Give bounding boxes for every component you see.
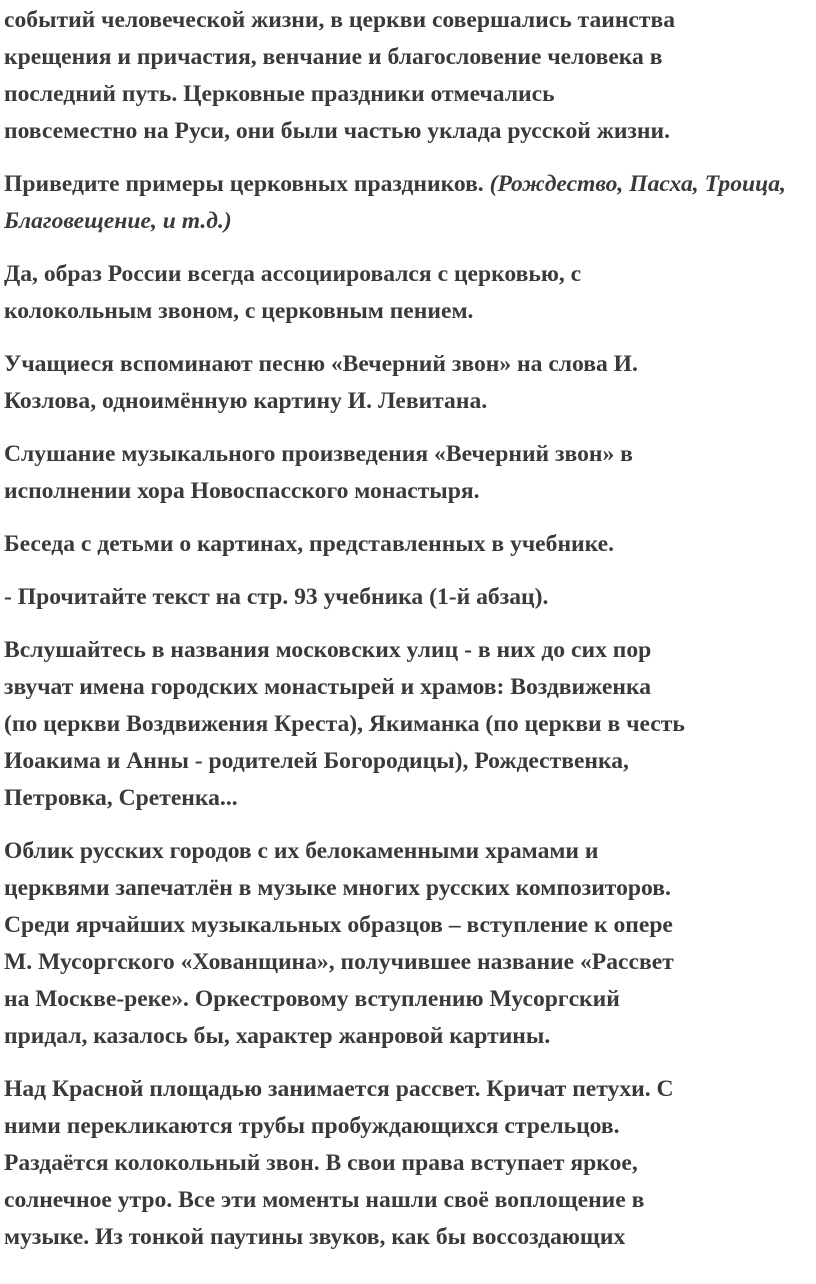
text-line: Беседа с детьми о картинах, представленных в учебнике. <box>4 531 615 557</box>
holidays-answer: (Рождество, Пасха, Троица, Благовещение, и т.д.) <box>4 171 786 234</box>
text-line: повсеместно на Руси, они были частью уклада русской жизни. <box>4 118 671 144</box>
text-line: Да, образ России всегда ассоциировался с церковью, с <box>4 261 582 287</box>
text-line: Слушание музыкального произведения «Вечерний звон» в <box>4 441 633 467</box>
text-line: придал, казалось бы, характер жанровой картины. <box>4 1023 551 1049</box>
text-line: Вслушайтесь в названия московских улиц - в них до сих пор <box>4 637 652 663</box>
paragraph-song-recall <box>4 346 812 420</box>
text-line: Раздаётся колокольный звон. В свои права вступает яркое, <box>4 1150 638 1176</box>
paragraph-conversation <box>4 526 812 563</box>
paragraph-russian-cities <box>4 833 812 1055</box>
text-line: звучат имена городских монастырей и храмов: Воздвиженка <box>4 674 652 700</box>
text-line: последний путь. Церковные праздники отмечались <box>4 81 555 107</box>
question-text: Приведите примеры церковных праздников. <box>4 171 490 197</box>
paragraph-read-task <box>4 579 812 616</box>
text-line: М. Мусоргского «Хованщина», получившее название «Рассвет <box>4 949 674 975</box>
paragraph-moscow-streets <box>4 632 812 817</box>
text-line: крещения и причастия, венчание и благословение человека в <box>4 44 663 70</box>
text-line: - Прочитайте текст на стр. 93 учебника (1-й абзац). <box>4 584 549 610</box>
text-line: Над Красной площадью занимается рассвет. Кричат петухи. С <box>4 1076 674 1102</box>
text-line: (по церкви Воздвижения Креста), Якиманка (по церкви в честь <box>4 711 685 737</box>
text-line: церквями запечатлён в музыке многих русских композиторов. <box>4 875 671 901</box>
text-line: исполнении хора Новоспасского монастыря. <box>4 478 480 504</box>
text-line: Облик русских городов с их белокаменными храмами и <box>4 838 599 864</box>
paragraph-listening <box>4 436 812 510</box>
text-line: солнечное утро. Все эти моменты нашли своё воплощение в <box>4 1187 645 1213</box>
text-line: Иоакима и Анны - родителей Богородицы), Рождественка, <box>4 748 629 774</box>
paragraph-russia-image <box>4 256 812 330</box>
text-line: Петровка, Сретенка... <box>4 785 238 811</box>
paragraph-red-square-dawn <box>4 1071 812 1256</box>
text-line: музыке. Из тонкой паутины звуков, как бы воссоздающих <box>4 1224 626 1250</box>
paragraph-holidays-question <box>4 166 812 240</box>
text-line: ними перекликаются трубы пробуждающихся стрельцов. <box>4 1113 620 1139</box>
text-line: Среди ярчайших музыкальных образцов – вступление к опере <box>4 912 673 938</box>
text-line: событий человеческой жизни, в церкви совершались таинства <box>4 7 676 33</box>
text-line: на Москве-реке». Оркестровому вступлению Мусоргский <box>4 986 620 1012</box>
text-line: Козлова, одноимённую картину И. Левитана. <box>4 388 488 414</box>
paragraph-church-sacraments <box>4 2 812 150</box>
text-line: колокольным звоном, с церковным пением. <box>4 298 474 324</box>
text-line: Учащиеся вспоминают песню «Вечерний звон» на слова И. <box>4 351 638 377</box>
